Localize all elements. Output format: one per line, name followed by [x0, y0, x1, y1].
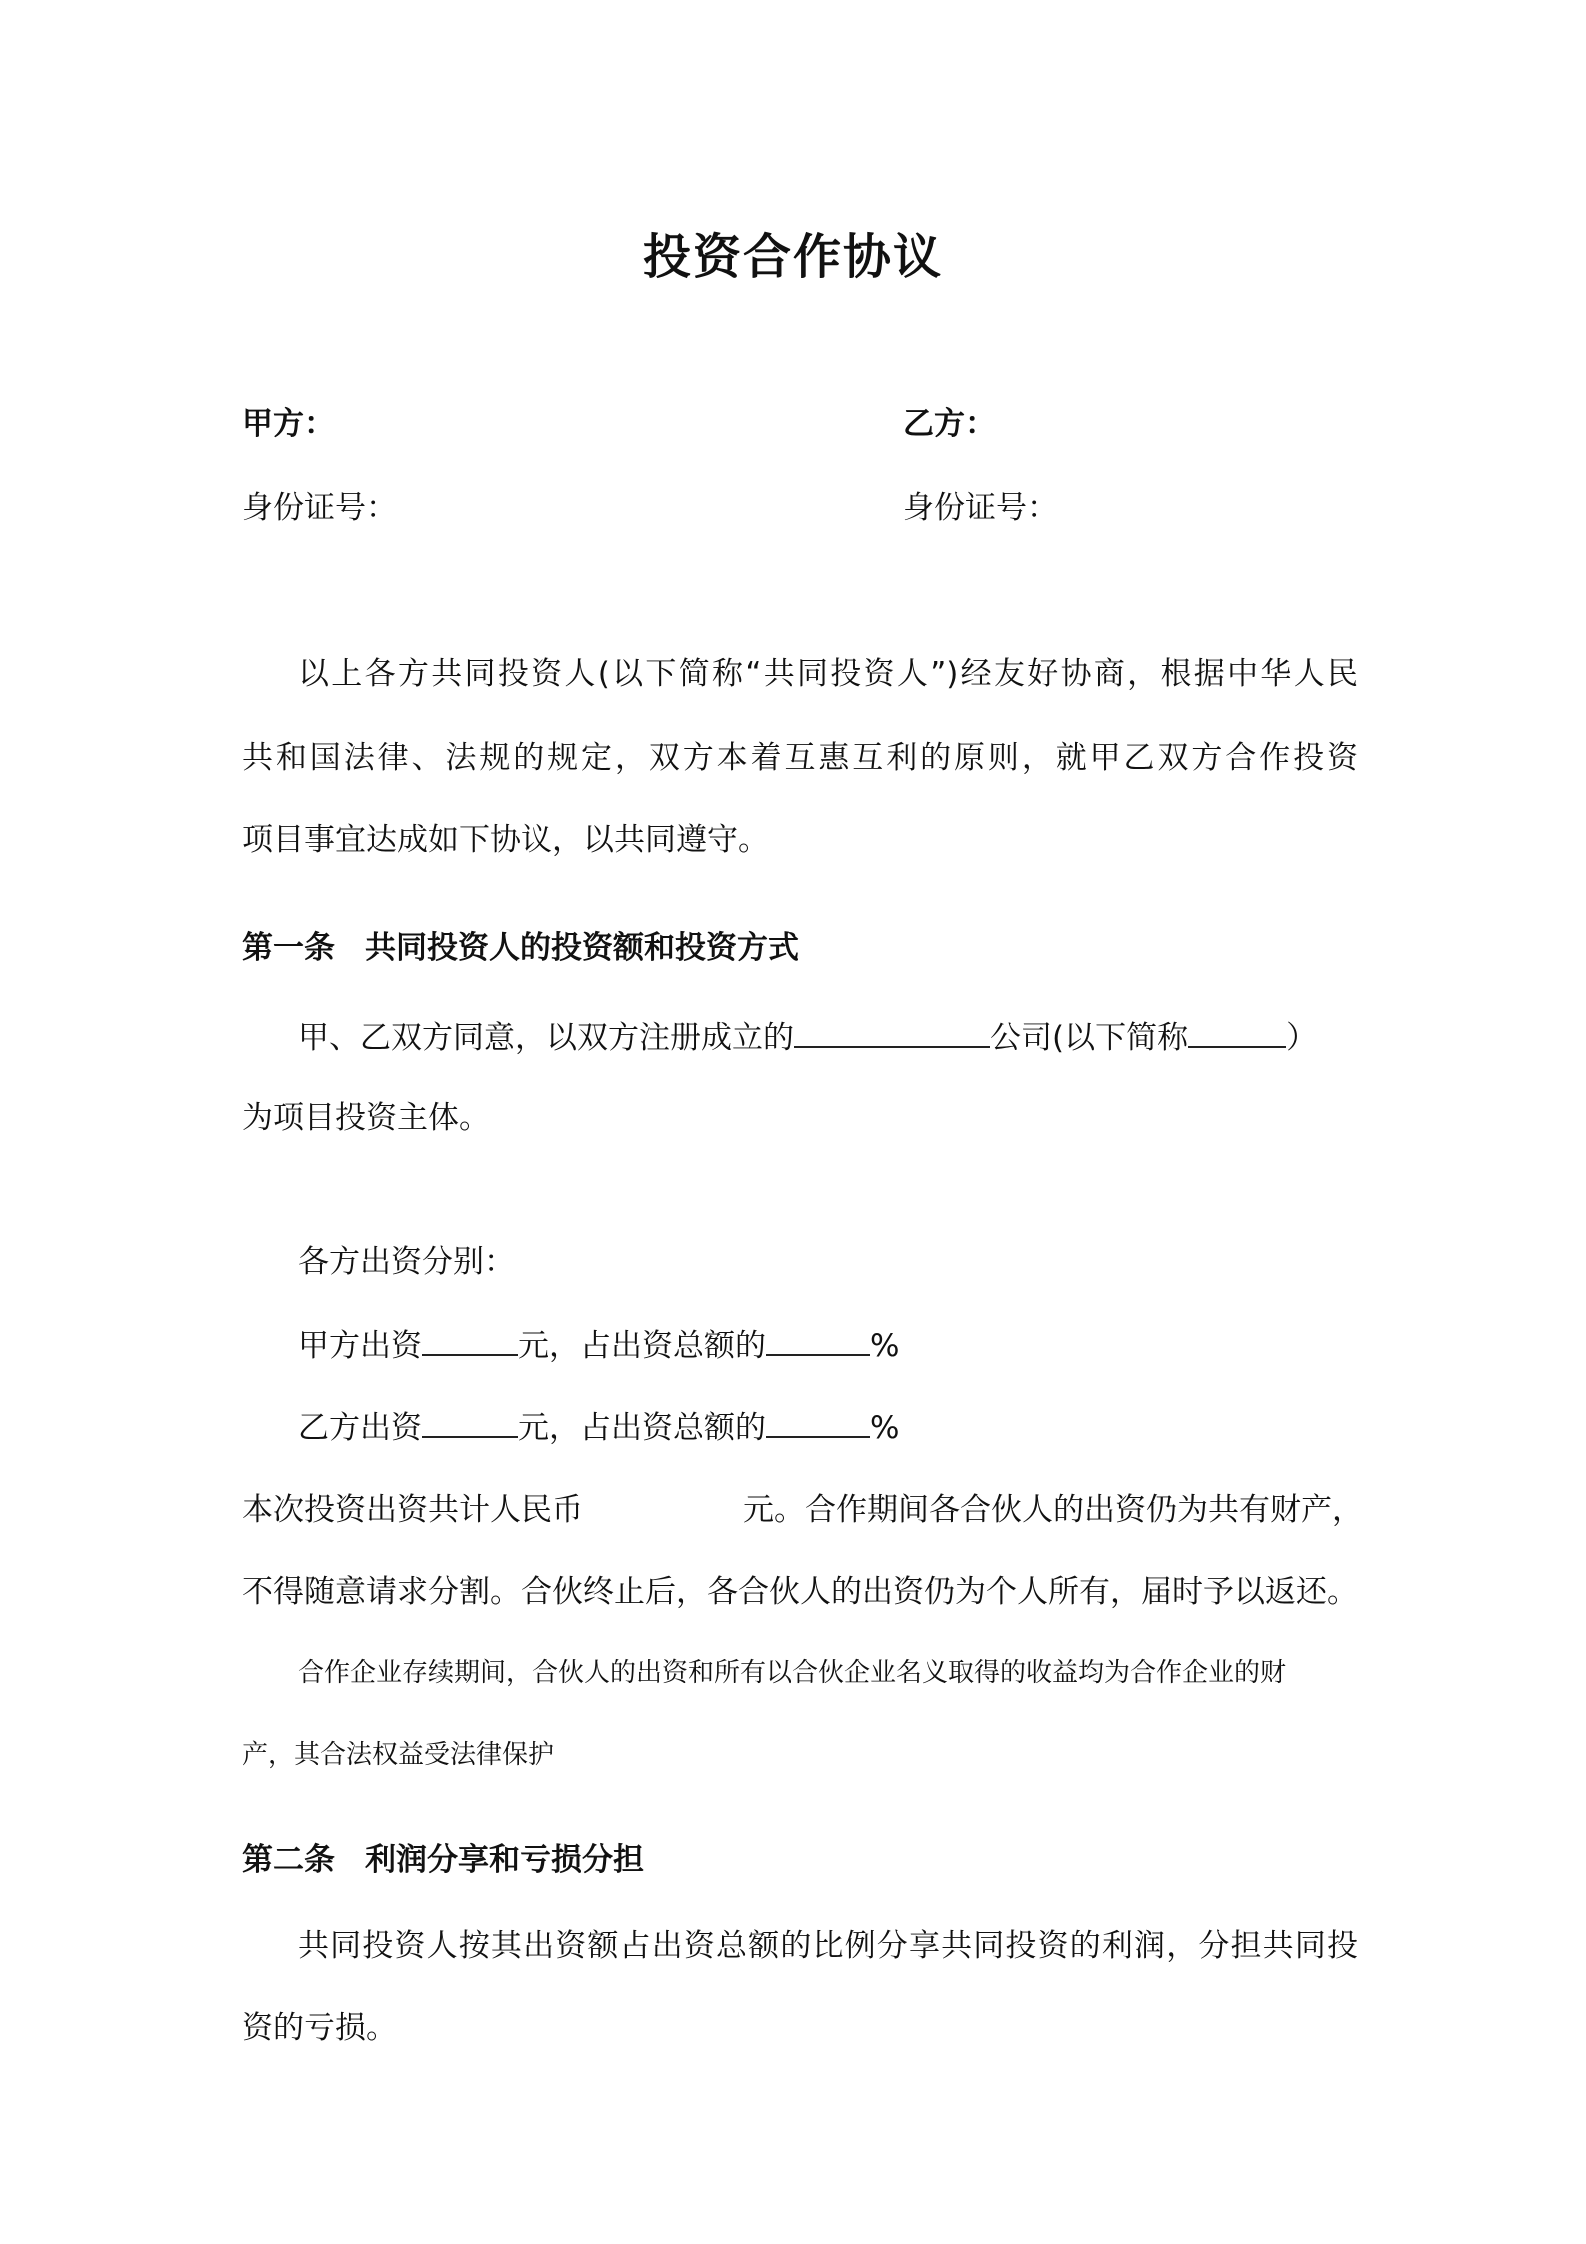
party-a-contribution: 甲方出资 元，占出资总额的 %: [298, 1328, 900, 1364]
party-b-percent-blank: [766, 1408, 870, 1438]
article-2-heading: [242, 1834, 644, 1879]
article-2-line-1: 共同投资人按其出资额占出资总额的比例分享共同投资的利润，分担共同投: [298, 1928, 1358, 1964]
party-a-id-label: 身份证号：: [242, 490, 397, 526]
article-1-number: 第一条: [242, 930, 335, 966]
article-2-line-2: 资的亏损。: [242, 2010, 397, 2046]
article-1-line-1: 甲、乙双方同意，以双方注册成立的 公司(以下简称 ）: [298, 1020, 1318, 1056]
document-title: 投资合作协议: [642, 229, 943, 285]
total-investment-line-1: 本次投资出资共计人民币 元。合作期间各合伙人的出资仍为共有财产，: [242, 1492, 1363, 1528]
party-b-id-label: 身份证号：: [903, 490, 1058, 526]
company-name-blank: [794, 1018, 990, 1048]
intro-line-1: 以上各方共同投资人(以下简称“共同投资人”)经友好协商，根据中华人民: [298, 656, 1358, 692]
party-a-label: 甲方：: [242, 406, 335, 442]
assets-line-1: 合作企业存续期间，合伙人的出资和所有以合伙企业名义取得的收益均为合作企业的财: [298, 1658, 1287, 1688]
article-1-line-2: 为项目投资主体。: [242, 1100, 490, 1136]
party-a-amount-blank: [422, 1326, 518, 1356]
article-2-title: 利润分享和亏损分担: [365, 1842, 644, 1878]
total-investment-line-2: 不得随意请求分割。合伙终止后，各合伙人的出资仍为个人所有，届时予以返还。: [242, 1574, 1358, 1610]
company-abbr-blank: [1188, 1018, 1286, 1048]
intro-line-2: 共和国法律、法规的规定，双方本着互惠互利的原则，就甲乙双方合作投资: [242, 740, 1358, 776]
article-1-heading: [242, 922, 799, 967]
party-b-contribution: 乙方出资 元，占出资总额的 %: [298, 1410, 900, 1446]
assets-line-2: 产，其合法权益受法律保护: [242, 1740, 555, 1770]
contribution-header: 各方出资分别：: [298, 1244, 515, 1280]
party-b-amount-blank: [422, 1408, 518, 1438]
intro-line-3: 项目事宜达成如下协议，以共同遵守。: [242, 822, 769, 858]
article-1-title: 共同投资人的投资额和投资方式: [365, 930, 799, 966]
party-a-percent-blank: [766, 1326, 870, 1356]
party-b-label: 乙方：: [903, 406, 996, 442]
article-2-number: 第二条: [242, 1842, 335, 1878]
